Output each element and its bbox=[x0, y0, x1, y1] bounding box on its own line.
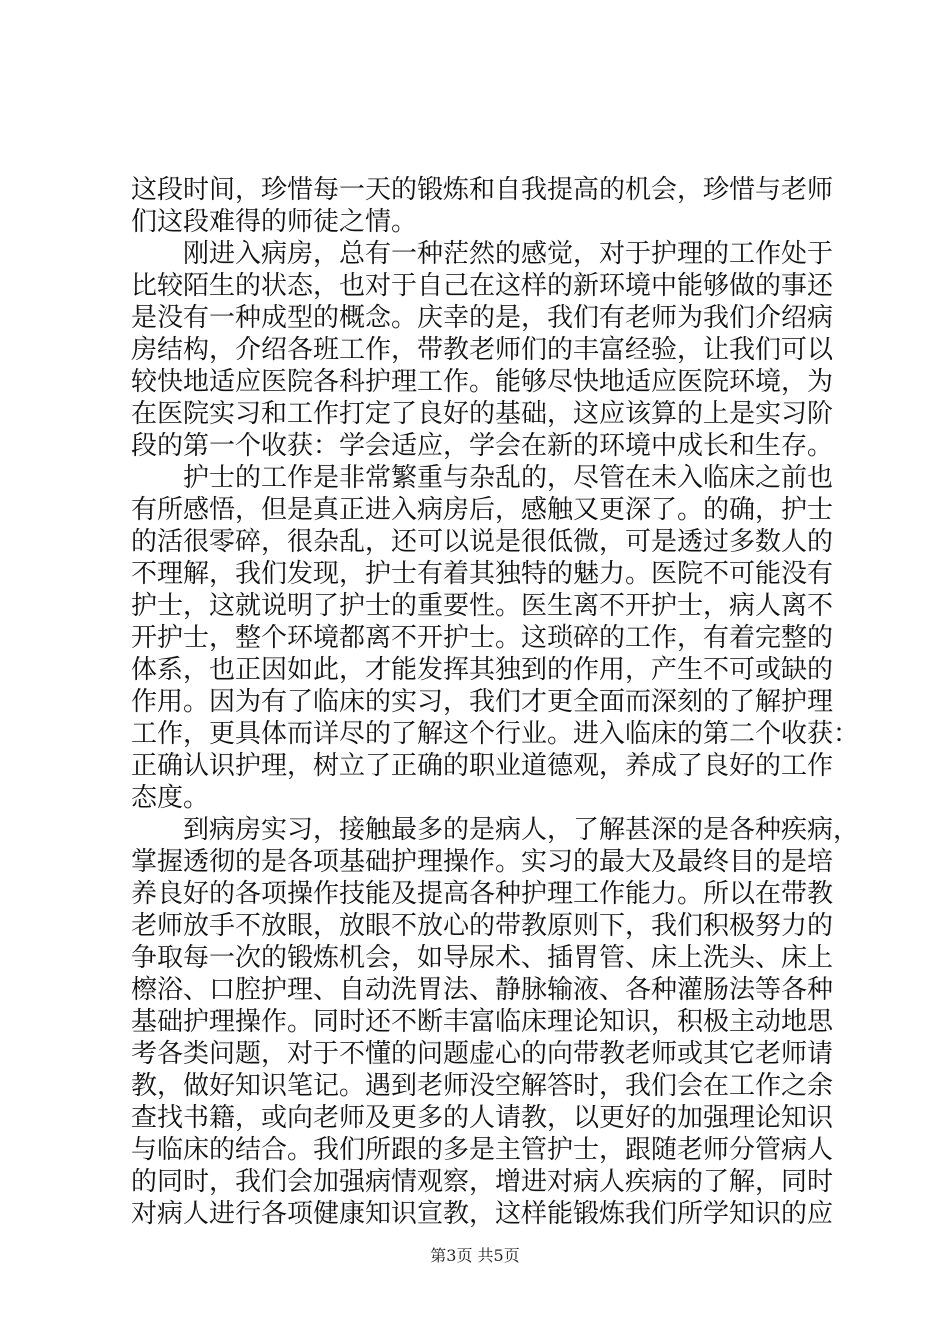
text-line: 对病人进行各项健康知识宣教，这样能锻炼我们所学知识的应 bbox=[131, 1199, 834, 1229]
text-line: 檫浴、口腔护理、自动洗胃法、静脉输液、各种灌肠法等各种 bbox=[131, 975, 834, 1005]
text-line: 基础护理操作。同时还不断丰富临床理论知识，积极主动地思 bbox=[131, 1007, 834, 1037]
text-line: 护士的工作是非常繁重与杂乱的，尽管在未入临床之前也 bbox=[183, 463, 834, 493]
text-line: 护士，这就说明了护士的重要性。医生离不开护士，病人离不 bbox=[131, 591, 834, 621]
text-line: 的活很零碎，很杂乱，还可以说是很低微，可是透过多数人的 bbox=[131, 527, 834, 557]
text-line: 是没有一种成型的概念。庆幸的是，我们有老师为我们介绍病 bbox=[131, 303, 834, 333]
text-line: 作用。因为有了临床的实习，我们才更全面而深刻的了解护理 bbox=[131, 687, 834, 717]
text-line: 段的第一个收获：学会适应，学会在新的环境中成长和生存。 bbox=[131, 431, 834, 461]
text-line: 教，做好知识笔记。遇到老师没空解答时，我们会在工作之余 bbox=[131, 1071, 834, 1101]
text-line: 到病房实习，接触最多的是病人，了解甚深的是各种疾病， bbox=[183, 815, 860, 845]
text-line: 房结构，介绍各班工作，带教老师们的丰富经验，让我们可以 bbox=[131, 335, 834, 365]
document-body bbox=[131, 174, 860, 1230]
text-line: 比较陌生的状态，也对于自己在这样的新环境中能够做的事还 bbox=[131, 271, 834, 301]
text-line: 争取每一次的锻炼机会，如导尿术、插胃管、床上洗头、床上 bbox=[131, 943, 834, 973]
text-line: 工作，更具体而详尽的了解这个行业。进入临床的第二个收获： bbox=[131, 719, 860, 749]
text-line: 在医院实习和工作打定了良好的基础，这应该算的上是实习阶 bbox=[131, 399, 834, 429]
text-line: 查找书籍，或向老师及更多的人请教，以更好的加强理论知识 bbox=[131, 1103, 834, 1133]
text-line: 的同时，我们会加强病情观察，增进对病人疾病的了解，同时 bbox=[131, 1167, 834, 1197]
text-line: 开护士，整个环境都离不开护士。这琐碎的工作，有着完整的 bbox=[131, 623, 834, 653]
text-line: 考各类问题，对于不懂的问题虚心的向带教老师或其它老师请 bbox=[131, 1039, 834, 1069]
text-line: 正确认识护理，树立了正确的职业道德观，养成了良好的工作 bbox=[131, 751, 834, 781]
text-line: 这段时间，珍惜每一天的锻炼和自我提高的机会，珍惜与老师 bbox=[131, 175, 834, 205]
text-line: 掌握透彻的是各项基础护理操作。实习的最大及最终目的是培 bbox=[131, 847, 834, 877]
text-line: 与临床的结合。我们所跟的多是主管护士，跟随老师分管病人 bbox=[131, 1135, 834, 1165]
text-line: 们这段难得的师徒之情。 bbox=[131, 207, 418, 237]
text-line: 有所感悟，但是真正进入病房后，感触又更深了。的确，护士 bbox=[131, 495, 834, 525]
text-line: 较快地适应医院各科护理工作。能够尽快地适应医院环境，为 bbox=[131, 367, 834, 397]
text-line: 刚进入病房，总有一种茫然的感觉，对于护理的工作处于 bbox=[183, 239, 834, 269]
text-line: 体系，也正因如此，才能发挥其独到的作用，产生不可或缺的 bbox=[131, 655, 834, 685]
page-footer: 第3页 共5页 bbox=[430, 1246, 520, 1265]
text-line: 老师放手不放眼，放眼不放心的带教原则下，我们积极努力的 bbox=[131, 911, 834, 941]
text-line: 养良好的各项操作技能及提高各种护理工作能力。所以在带教 bbox=[131, 879, 834, 909]
text-line: 态度。 bbox=[131, 783, 210, 813]
text-line: 不理解，我们发现，护士有着其独特的魅力。医院不可能没有 bbox=[131, 559, 834, 589]
